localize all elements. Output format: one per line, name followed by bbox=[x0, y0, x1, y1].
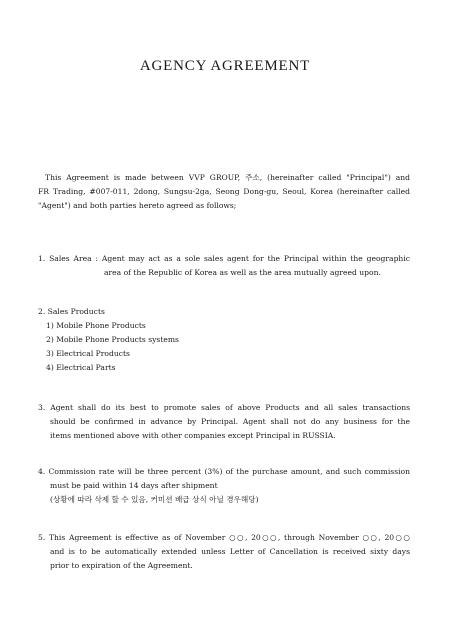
clause-5-line-3: prior to expiration of the Agreement. bbox=[50, 561, 193, 570]
clause-4-line-2: must be paid within 14 days after shipment bbox=[50, 481, 218, 490]
intro-line-2: FR Trading, #007-011, 2dong, Sungsu-2ga, Seong Dong-gu, Seoul, Korea (hereinafter called bbox=[38, 187, 410, 196]
clause-1-line-1: 1. Sales Area : Agent may act as a sole sales agent for the Principal within the geographic bbox=[38, 254, 410, 263]
clause-2-item: 2) Mobile Phone Products systems bbox=[46, 335, 179, 344]
clause-3-line-2: should be confirmed in advance by Principal. Agent shall not do any business for the bbox=[50, 417, 410, 426]
clause-2-item: 3) Electrical Products bbox=[46, 349, 130, 358]
clause-3-line-3: items mentioned above with other companies except Principal in RUSSIA. bbox=[50, 431, 336, 440]
clause-4-note: (상황에 따라 삭제 할 수 있음, 커미션 배급 상식 아닐 경우해당) bbox=[50, 495, 259, 504]
intro-line-3: "Agent") and both parties hereto agreed as follows; bbox=[38, 201, 237, 210]
clause-2-heading: 2. Sales Products bbox=[38, 307, 105, 316]
clause-5-line-1: 5. This Agreement is effective as of November ○○, 20○○, through November ○○, 20○○ bbox=[38, 533, 410, 542]
clause-1-line-2: area of the Republic of Korea as well as the area mutually agreed upon. bbox=[104, 268, 381, 277]
clause-3-line-1: 3. Agent shall do its best to promote sales of above Products and all sales transactions bbox=[38, 403, 410, 412]
document-title: AGENCY AGREEMENT bbox=[139, 58, 311, 74]
clause-4-line-1: 4. Commission rate will be three percent (3%) of the purchase amount, and such commission bbox=[38, 467, 410, 476]
intro-line-1: This Agreement is made between VVP GROUP, 주소, (hereinafter called "Principal") and bbox=[45, 173, 410, 182]
clause-2-item: 1) Mobile Phone Products bbox=[46, 321, 146, 330]
clause-2-item: 4) Electrical Parts bbox=[46, 363, 116, 372]
clause-5-line-2: and is to be automatically extended unless Letter of Cancellation is received sixty days bbox=[50, 547, 410, 556]
